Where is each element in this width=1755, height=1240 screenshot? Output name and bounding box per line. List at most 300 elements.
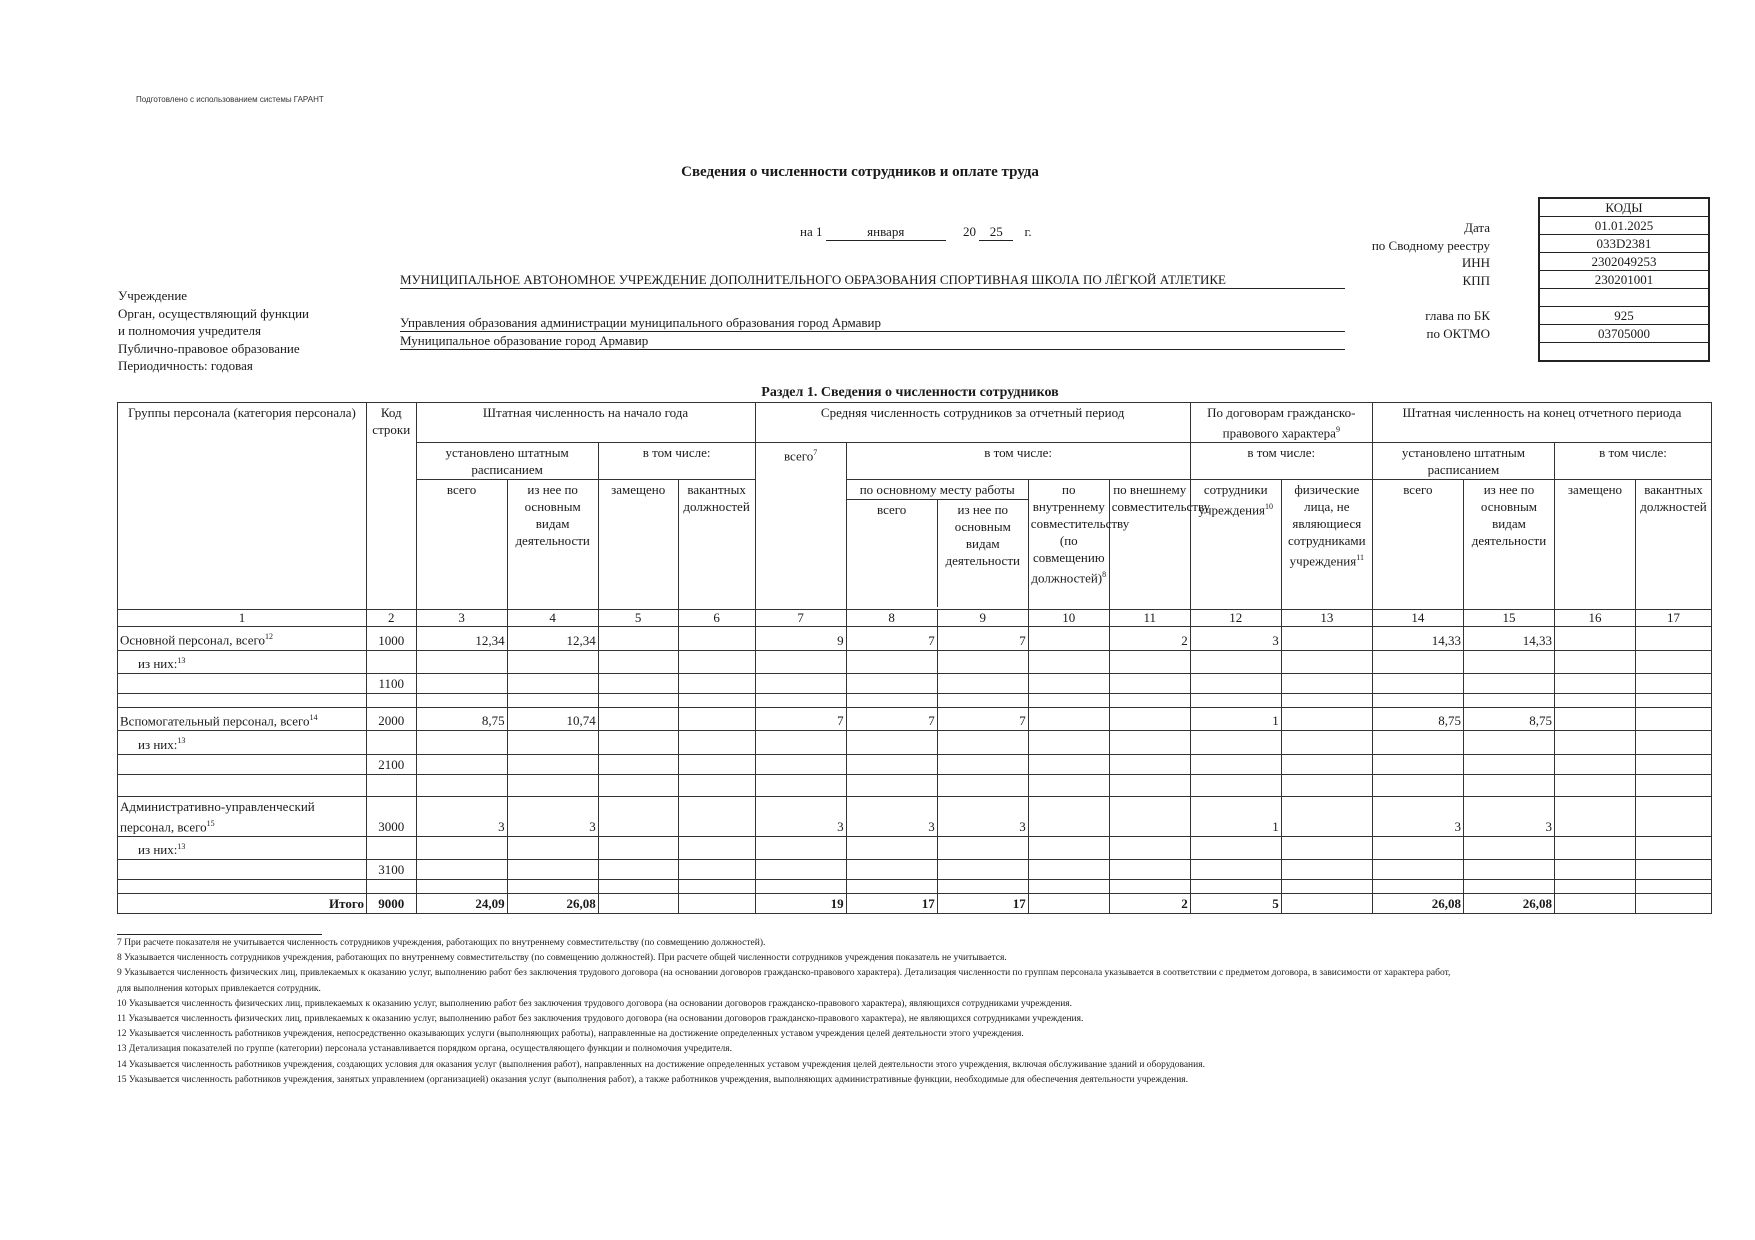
cell-c4 xyxy=(507,860,598,880)
cell-c3 xyxy=(416,880,507,894)
cell-c10 xyxy=(1028,796,1109,836)
cell-c16 xyxy=(1555,693,1636,707)
cell-c11 xyxy=(1109,860,1190,880)
row-label xyxy=(118,693,367,707)
row-label xyxy=(118,880,367,894)
prepared-note: Подготовлено с использованием системы ГАРАНТ xyxy=(136,95,324,104)
footnote: 13 Детализация показателей по группе (категории) персонала устанавливается порядком органа, осуществляющего функции и полномочия учредителя. xyxy=(117,1044,732,1055)
cell-c8 xyxy=(846,731,937,754)
founder-label-1: Орган, осуществляющий функции xyxy=(118,305,309,321)
header-civil-incl: в том числе: xyxy=(1190,443,1372,480)
cell-c17 xyxy=(1635,894,1711,914)
codes-box xyxy=(1538,197,1710,362)
cell-c13 xyxy=(1281,880,1372,894)
cell-c15 xyxy=(1463,836,1554,859)
cell-c8: 17 xyxy=(846,894,937,914)
cell-c8 xyxy=(846,650,937,673)
cell-c6 xyxy=(678,836,755,859)
cell-c4 xyxy=(507,754,598,774)
column-number: 14 xyxy=(1372,610,1463,627)
cell-c13 xyxy=(1281,627,1372,650)
cell-c10 xyxy=(1028,754,1109,774)
header-avg-total-text: всего xyxy=(783,448,814,464)
cell-c6 xyxy=(678,693,755,707)
table-row xyxy=(118,754,1712,774)
cell-c5 xyxy=(598,627,678,650)
cell-c5 xyxy=(598,836,678,859)
date-code-label: Дата xyxy=(1464,220,1490,235)
footnote: для выполнения которых привлекается сотрудник. xyxy=(117,983,321,994)
cell-c17 xyxy=(1635,860,1711,880)
cell-c6 xyxy=(678,673,755,693)
institution-value: МУНИЦИПАЛЬНОЕ АВТОНОМНОЕ УЧРЕЖДЕНИЕ ДОПОЛНИТЕЛЬНОГО ОБРАЗОВАНИЯ СПОРТИВНАЯ ШКОЛА ПО ЛЁГКОЙ АТЛЕТИКЕ xyxy=(400,272,1345,289)
cell-c12: 5 xyxy=(1190,894,1281,914)
cell-c16 xyxy=(1555,894,1636,914)
footnote: 14 Указывается численность работников учреждения, создающих условия для оказания услуг (выполнения работ), направленных на достижение определенных уставом учреждения целей деятельности этого учреждения, включая обслуживание зданий и оборудования. xyxy=(117,1059,1205,1070)
header-end: Штатная численность на конец отчетного периода xyxy=(1372,403,1711,443)
header-main-total: всего xyxy=(847,500,938,607)
cell-c6 xyxy=(678,650,755,673)
cell-c14: 14,33 xyxy=(1372,627,1463,650)
bk-code-label: глава по БК xyxy=(1425,307,1490,323)
cell-c12: 3 xyxy=(1190,627,1281,650)
cell-c5 xyxy=(598,880,678,894)
footnotes xyxy=(117,936,1707,1088)
cell-c9 xyxy=(937,673,1028,693)
row-label-text: Основной персонал, всего xyxy=(120,632,266,648)
cell-c7: 9 xyxy=(755,627,846,650)
cell-c9 xyxy=(937,860,1028,880)
cell-c15 xyxy=(1463,673,1554,693)
cell-c14: 26,08 xyxy=(1372,894,1463,914)
cell-c6 xyxy=(678,774,755,796)
header-end-vacant: вакантных должностей xyxy=(1635,480,1711,610)
row-label: из них:$^{13}$ xyxy=(118,650,367,673)
row-label xyxy=(118,774,367,796)
cell-c17 xyxy=(1635,693,1711,707)
cell-c9 xyxy=(937,754,1028,774)
cell-c12 xyxy=(1190,731,1281,754)
report-date-line xyxy=(800,224,1032,241)
cell-c10 xyxy=(1028,894,1109,914)
column-numbers-row xyxy=(118,610,1712,627)
section-title: Раздел 1. Сведения о численности сотрудников xyxy=(761,385,1059,400)
table-row xyxy=(118,707,1712,730)
cell-c10 xyxy=(1028,650,1109,673)
footnote: 10 Указывается численность физических лиц, привлекаемых к оказанию услуг, выполнению работ без заключения трудового договора (на основании договоров гражданско-правового характера), являющихся сотрудниками учреждения. xyxy=(117,998,1073,1009)
cell-c7: 19 xyxy=(755,894,846,914)
date-suffix: г. xyxy=(1024,224,1032,239)
header-civil: По договорам гражданско-правового характера$^9$ xyxy=(1190,403,1372,443)
cell-c11 xyxy=(1109,673,1190,693)
row-label-text: Административно-управленческий персонал, всего xyxy=(120,798,315,834)
header-main-place xyxy=(846,480,1028,610)
header-avg-incl: в том числе: xyxy=(846,443,1190,480)
cell-c10 xyxy=(1028,774,1109,796)
cell-c13 xyxy=(1281,860,1372,880)
sub-label: из них: xyxy=(138,655,178,671)
cell-c5 xyxy=(598,860,678,880)
cell-c12 xyxy=(1190,650,1281,673)
oktmo-code-label: по ОКТМО xyxy=(1426,325,1490,341)
cell-c9 xyxy=(937,693,1028,707)
cell-c3: 8,75 xyxy=(416,707,507,730)
cell-c6 xyxy=(678,627,755,650)
header-employees-text: сотрудники учреждения xyxy=(1198,482,1268,518)
cell-c8 xyxy=(846,836,937,859)
row-label: из них:$^{13}$ xyxy=(118,731,367,754)
codes-header: КОДЫ xyxy=(1540,199,1708,217)
cell-c8 xyxy=(846,880,937,894)
cell-c12 xyxy=(1190,836,1281,859)
cell-c17 xyxy=(1635,731,1711,754)
cell-c14 xyxy=(1372,731,1463,754)
cell-c4 xyxy=(507,693,598,707)
table-row xyxy=(118,650,1712,673)
cell-c17 xyxy=(1635,627,1711,650)
cell-c8: 3 xyxy=(846,796,937,836)
column-number: 13 xyxy=(1281,610,1372,627)
table-row xyxy=(118,880,1712,894)
header-individuals-text: физические лица, не являющиеся сотрудниками учреждения xyxy=(1288,482,1366,569)
cell-c12 xyxy=(1190,880,1281,894)
cell-c13 xyxy=(1281,796,1372,836)
code-labels xyxy=(1340,219,1490,342)
header-labels xyxy=(118,287,309,375)
cell-c4 xyxy=(507,880,598,894)
cell-c16 xyxy=(1555,650,1636,673)
row-code: 9000 xyxy=(366,894,416,914)
cell-c15 xyxy=(1463,754,1554,774)
row-label: Административно-управленческий персонал, всего$^{15}$ xyxy=(118,796,367,836)
oktmo-code: 03705000 xyxy=(1540,325,1708,343)
staff-table xyxy=(117,402,1712,914)
document-title: Сведения о численности сотрудников и оплате труда xyxy=(681,164,1039,180)
cell-c8: 7 xyxy=(846,627,937,650)
cell-c15 xyxy=(1463,693,1554,707)
row-code xyxy=(366,880,416,894)
cell-c4: 10,74 xyxy=(507,707,598,730)
header-end-incl: в том числе: xyxy=(1555,443,1712,480)
cell-c13 xyxy=(1281,650,1372,673)
column-number: 9 xyxy=(937,610,1028,627)
cell-c17 xyxy=(1635,880,1711,894)
cell-c15: 3 xyxy=(1463,796,1554,836)
cell-c5 xyxy=(598,774,678,796)
municipality-value: Муниципальное образование город Армавир xyxy=(400,333,1345,350)
cell-c13 xyxy=(1281,836,1372,859)
table-row xyxy=(118,627,1712,650)
column-number: 12 xyxy=(1190,610,1281,627)
cell-c8 xyxy=(846,774,937,796)
cell-c9 xyxy=(937,774,1028,796)
row-label xyxy=(118,673,367,693)
kpp-code-label: КПП xyxy=(1462,272,1490,288)
column-number: 17 xyxy=(1635,610,1711,627)
cell-c4 xyxy=(507,731,598,754)
cell-c4 xyxy=(507,650,598,673)
footnote: 9 Указывается численность физических лиц, привлекаемых к оказанию услуг, выполнению работ без заключения трудового договора (на основании договоров гражданско-правового характера). Детализация численности по группам персонала указывается в соответствии с предметом договора, в зависимости от характера работ, xyxy=(117,968,1451,979)
cell-c11 xyxy=(1109,774,1190,796)
header-internal: по внутреннему совместительству (по совмещению должностей)$^8$ xyxy=(1028,480,1109,610)
empty-code xyxy=(1540,289,1708,307)
cell-c16 xyxy=(1555,731,1636,754)
cell-c9: 7 xyxy=(937,707,1028,730)
cell-c10 xyxy=(1028,880,1109,894)
inn-code-label: ИНН xyxy=(1461,255,1490,271)
cell-c13 xyxy=(1281,673,1372,693)
total-label: Итого xyxy=(329,896,364,912)
cell-c13 xyxy=(1281,774,1372,796)
row-code: 2100 xyxy=(366,754,416,774)
header-end-established: установлено штатным расписанием xyxy=(1372,443,1554,480)
column-number: 1 xyxy=(118,610,367,627)
cell-c10 xyxy=(1028,693,1109,707)
cell-c14 xyxy=(1372,754,1463,774)
cell-c8 xyxy=(846,860,937,880)
date-year: 25 xyxy=(979,224,1013,241)
cell-c17 xyxy=(1635,754,1711,774)
cell-c5 xyxy=(598,673,678,693)
cell-c11 xyxy=(1109,754,1190,774)
cell-c11 xyxy=(1109,731,1190,754)
cell-c6 xyxy=(678,731,755,754)
cell-c6 xyxy=(678,754,755,774)
cell-c6 xyxy=(678,796,755,836)
cell-c15 xyxy=(1463,860,1554,880)
cell-c11 xyxy=(1109,880,1190,894)
cell-c9: 17 xyxy=(937,894,1028,914)
cell-c4 xyxy=(507,774,598,796)
cell-c12 xyxy=(1190,673,1281,693)
row-code: 1100 xyxy=(366,673,416,693)
cell-c7 xyxy=(755,860,846,880)
cell-c8: 7 xyxy=(846,707,937,730)
row-label: Основной персонал, всего$^{12}$ xyxy=(118,627,367,650)
cell-c9: 7 xyxy=(937,627,1028,650)
column-number: 6 xyxy=(678,610,755,627)
cell-c5 xyxy=(598,731,678,754)
cell-c17 xyxy=(1635,796,1711,836)
cell-c10 xyxy=(1028,731,1109,754)
header-avg-total: всего$^7$ xyxy=(755,443,846,610)
cell-c17 xyxy=(1635,673,1711,693)
date-code: 01.01.2025 xyxy=(1540,217,1708,235)
cell-c3 xyxy=(416,860,507,880)
header-start-established: установлено штатным расписанием xyxy=(416,443,598,480)
cell-c7 xyxy=(755,836,846,859)
row-label xyxy=(118,860,367,880)
cell-c5 xyxy=(598,693,678,707)
column-number: 4 xyxy=(507,610,598,627)
kpp-code: 230201001 xyxy=(1540,271,1708,289)
table-row xyxy=(118,860,1712,880)
header-groups: Группы персонала (категория персонала) xyxy=(118,403,367,610)
cell-c16 xyxy=(1555,774,1636,796)
cell-c8 xyxy=(846,754,937,774)
cell-c3: 24,09 xyxy=(416,894,507,914)
cell-c15: 8,75 xyxy=(1463,707,1554,730)
cell-c14 xyxy=(1372,693,1463,707)
cell-c3 xyxy=(416,650,507,673)
table-row xyxy=(118,836,1712,859)
cell-c10 xyxy=(1028,836,1109,859)
cell-c16 xyxy=(1555,707,1636,730)
row-label-text: Вспомогательный персонал, всего xyxy=(120,713,310,729)
cell-c15: 26,08 xyxy=(1463,894,1554,914)
cell-c14 xyxy=(1372,836,1463,859)
cell-c4: 26,08 xyxy=(507,894,598,914)
row-label: из них:$^{13}$ xyxy=(118,836,367,859)
cell-c8 xyxy=(846,693,937,707)
cell-c17 xyxy=(1635,836,1711,859)
cell-c3 xyxy=(416,836,507,859)
cell-c4: 3 xyxy=(507,796,598,836)
header-individuals: физические лица, не являющиеся сотрудниками учреждения$^{11}$ xyxy=(1281,480,1372,610)
date-year-prefix: 20 xyxy=(962,224,976,239)
cell-c4: 12,34 xyxy=(507,627,598,650)
cell-c17 xyxy=(1635,650,1711,673)
founder-label-2: и полномочия учредителя xyxy=(118,323,261,338)
cell-c5 xyxy=(598,796,678,836)
footnote: 12 Указывается численность работников учреждения, непосредственно оказывающих услуги (выполняющих работы), направленные на достижение определенных уставом учреждения целей деятельности этого учреждения. xyxy=(117,1029,1024,1040)
cell-c3 xyxy=(416,673,507,693)
cell-c14: 3 xyxy=(1372,796,1463,836)
cell-c12: 1 xyxy=(1190,796,1281,836)
cell-c11 xyxy=(1109,796,1190,836)
founder-value: Управления образования администрации муниципального образования город Армавир xyxy=(400,315,1345,332)
cell-c7 xyxy=(755,650,846,673)
table-row xyxy=(118,731,1712,754)
column-number: 16 xyxy=(1555,610,1636,627)
row-label: Вспомогательный персонал, всего$^{14}$ xyxy=(118,707,367,730)
cell-c17 xyxy=(1635,707,1711,730)
cell-c13 xyxy=(1281,707,1372,730)
cell-c10 xyxy=(1028,673,1109,693)
footnote: 8 Указывается численность сотрудников учреждения, работающих по внутреннему совместительству (по совмещению должностей). При расчете общей численности сотрудников учреждения показатель не учитывается. xyxy=(117,953,1007,964)
cell-c14 xyxy=(1372,650,1463,673)
cell-c16 xyxy=(1555,836,1636,859)
cell-c14 xyxy=(1372,860,1463,880)
header-internal-text: по внутреннему совместительству (по совмещению должностей) xyxy=(1030,482,1130,586)
registry-code-label: по Сводному реестру xyxy=(1371,237,1490,253)
row-code xyxy=(366,731,416,754)
row-code xyxy=(366,774,416,796)
row-code: 3100 xyxy=(366,860,416,880)
sub-label: из них: xyxy=(138,736,178,752)
header-code: Код строки xyxy=(366,403,416,610)
cell-c11 xyxy=(1109,707,1190,730)
header-start-core: из нее по основным видам деятельности xyxy=(507,480,598,610)
cell-c11 xyxy=(1109,650,1190,673)
cell-c9 xyxy=(937,731,1028,754)
cell-c16 xyxy=(1555,754,1636,774)
header-start-vacant: вакантных должностей xyxy=(678,480,755,610)
cell-c13 xyxy=(1281,894,1372,914)
row-code: 2000 xyxy=(366,707,416,730)
footnote: 11 Указывается численность физических лиц, привлекаемых к оказанию услуг, выполнению работ без заключения трудового договора (на основании договоров гражданско-правового характера), не являющихся сотрудниками учреждения. xyxy=(117,1014,1084,1025)
cell-c3: 12,34 xyxy=(416,627,507,650)
column-number: 10 xyxy=(1028,610,1109,627)
cell-c15 xyxy=(1463,731,1554,754)
header-avg: Средняя численность сотрудников за отчетный период xyxy=(755,403,1190,443)
table-row xyxy=(118,693,1712,707)
cell-c6 xyxy=(678,860,755,880)
cell-c15 xyxy=(1463,774,1554,796)
header-start-total: всего xyxy=(416,480,507,610)
row-code xyxy=(366,693,416,707)
column-number: 3 xyxy=(416,610,507,627)
header-employees: сотрудники учреждения$^{10}$ xyxy=(1190,480,1281,610)
cell-c8 xyxy=(846,673,937,693)
cell-c6 xyxy=(678,894,755,914)
cell-c14 xyxy=(1372,880,1463,894)
column-number: 7 xyxy=(755,610,846,627)
cell-c3 xyxy=(416,693,507,707)
cell-c11 xyxy=(1109,836,1190,859)
sub-label: из них: xyxy=(138,842,178,858)
column-number: 15 xyxy=(1463,610,1554,627)
cell-c13 xyxy=(1281,693,1372,707)
cell-c16 xyxy=(1555,673,1636,693)
row-code: 1000 xyxy=(366,627,416,650)
cell-c4 xyxy=(507,836,598,859)
column-number: 2 xyxy=(366,610,416,627)
cell-c3 xyxy=(416,754,507,774)
municipality-label: Публично-правовое образование xyxy=(118,340,300,356)
inn-code: 2302049253 xyxy=(1540,253,1708,271)
cell-c9 xyxy=(937,880,1028,894)
header-main-core: из нее по основным видам деятельности xyxy=(945,502,1020,569)
cell-c10 xyxy=(1028,707,1109,730)
cell-c3: 3 xyxy=(416,796,507,836)
header-external: по внешнему совместительству xyxy=(1109,480,1190,610)
row-label xyxy=(118,754,367,774)
cell-c12: 1 xyxy=(1190,707,1281,730)
cell-c15 xyxy=(1463,880,1554,894)
row-label xyxy=(118,894,367,914)
cell-c7 xyxy=(755,880,846,894)
cell-c7 xyxy=(755,754,846,774)
column-number: 11 xyxy=(1109,610,1190,627)
cell-c16 xyxy=(1555,860,1636,880)
cell-c14 xyxy=(1372,774,1463,796)
cell-c6 xyxy=(678,880,755,894)
header-start-incl: в том числе: xyxy=(598,443,755,480)
cell-c7 xyxy=(755,774,846,796)
column-number: 8 xyxy=(846,610,937,627)
cell-c7: 3 xyxy=(755,796,846,836)
cell-c12 xyxy=(1190,774,1281,796)
cell-c7 xyxy=(755,693,846,707)
cell-c5 xyxy=(598,707,678,730)
cell-c7 xyxy=(755,673,846,693)
cell-c15 xyxy=(1463,650,1554,673)
header-start-filled: замещено xyxy=(598,480,678,610)
cell-c5 xyxy=(598,754,678,774)
table-row xyxy=(118,774,1712,796)
cell-c3 xyxy=(416,731,507,754)
cell-c9 xyxy=(937,650,1028,673)
cell-c11 xyxy=(1109,693,1190,707)
registry-code: 033D2381 xyxy=(1540,235,1708,253)
cell-c10 xyxy=(1028,627,1109,650)
footnote-divider xyxy=(117,934,322,935)
periodicity-label: Периодичность: годовая xyxy=(118,358,253,373)
cell-c5 xyxy=(598,650,678,673)
header-end-filled: замещено xyxy=(1555,480,1636,610)
cell-c4 xyxy=(507,673,598,693)
